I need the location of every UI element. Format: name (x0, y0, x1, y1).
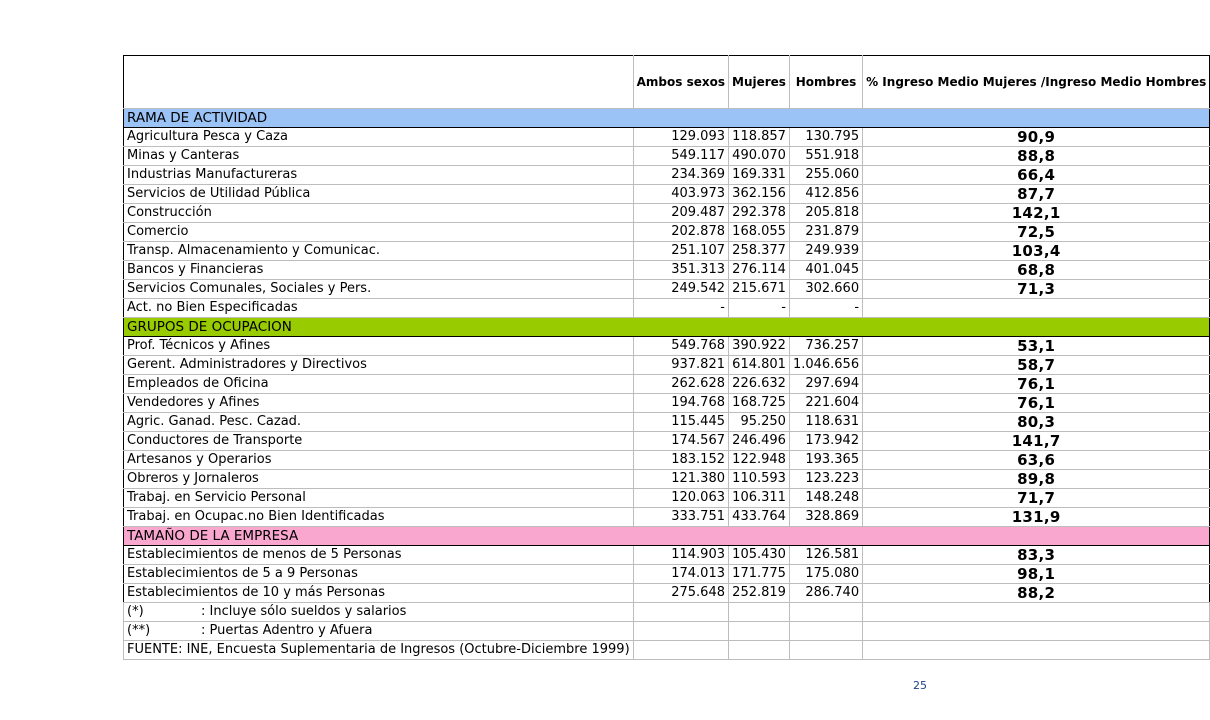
value-hombres: - (789, 299, 862, 318)
value-hombres: 231.879 (789, 223, 862, 242)
table-row (124, 166, 1210, 185)
table-row (124, 261, 1210, 280)
source-row (124, 641, 1210, 660)
header-row (124, 56, 1210, 109)
empty-cell (789, 622, 862, 641)
row-label: Agricultura Pesca y Caza (124, 128, 634, 147)
value-ambos: 114.903 (633, 546, 728, 565)
income-table (123, 55, 1210, 660)
value-hombres: 401.045 (789, 261, 862, 280)
value-hombres: 249.939 (789, 242, 862, 261)
empty-cell (789, 641, 862, 660)
empty-cell (789, 603, 862, 622)
value-ambos: 937.821 (633, 356, 728, 375)
value-pct: 88,2 (863, 584, 1210, 603)
value-hombres: 302.660 (789, 280, 862, 299)
empty-cell (729, 622, 790, 641)
table-row (124, 508, 1210, 527)
value-ambos: 262.628 (633, 375, 728, 394)
value-ambos: 234.369 (633, 166, 728, 185)
value-ambos: 121.380 (633, 470, 728, 489)
value-ambos: 202.878 (633, 223, 728, 242)
value-pct (863, 299, 1210, 318)
source-text: FUENTE: INE, Encuesta Suplementaria de Ingresos (Octubre-Diciembre 1999) (124, 641, 634, 660)
value-ambos: 174.013 (633, 565, 728, 584)
value-mujeres: 95.250 (729, 413, 790, 432)
table-row (124, 413, 1210, 432)
value-mujeres: 122.948 (729, 451, 790, 470)
value-pct: 141,7 (863, 432, 1210, 451)
section-title: GRUPOS DE OCUPACION (124, 318, 1210, 337)
table-row (124, 280, 1210, 299)
value-hombres: 175.080 (789, 565, 862, 584)
value-pct: 76,1 (863, 394, 1210, 413)
table-row (124, 185, 1210, 204)
table-row (124, 375, 1210, 394)
value-hombres: 118.631 (789, 413, 862, 432)
value-pct: 90,9 (863, 128, 1210, 147)
table-row (124, 204, 1210, 223)
value-pct: 103,4 (863, 242, 1210, 261)
row-label: Minas y Canteras (124, 147, 634, 166)
row-label: Empleados de Oficina (124, 375, 634, 394)
table-row (124, 147, 1210, 166)
value-ambos: 115.445 (633, 413, 728, 432)
note-mark: (*) (127, 604, 144, 619)
value-ambos: 251.107 (633, 242, 728, 261)
value-mujeres: 246.496 (729, 432, 790, 451)
value-pct: 58,7 (863, 356, 1210, 375)
value-ambos: 129.093 (633, 128, 728, 147)
value-ambos: 549.768 (633, 337, 728, 356)
page-number: 25 (913, 679, 927, 692)
value-mujeres: 252.819 (729, 584, 790, 603)
row-label: Vendedores y Afines (124, 394, 634, 413)
value-mujeres: 215.671 (729, 280, 790, 299)
table-row (124, 489, 1210, 508)
row-label: Construcción (124, 204, 634, 223)
row-label: Agric. Ganad. Pesc. Cazad. (124, 413, 634, 432)
value-ambos: 194.768 (633, 394, 728, 413)
value-pct: 53,1 (863, 337, 1210, 356)
header-label (124, 56, 634, 109)
value-ambos: 333.751 (633, 508, 728, 527)
value-pct: 87,7 (863, 185, 1210, 204)
value-ambos: - (633, 299, 728, 318)
value-mujeres: 490.070 (729, 147, 790, 166)
value-hombres: 412.856 (789, 185, 862, 204)
header-hombres: Hombres (789, 56, 862, 109)
row-label: Bancos y Financieras (124, 261, 634, 280)
row-label: Artesanos y Operarios (124, 451, 634, 470)
section-title: RAMA DE ACTIVIDAD (124, 109, 1210, 128)
header-ambos: Ambos sexos (633, 56, 728, 109)
empty-cell (633, 622, 728, 641)
value-hombres: 123.223 (789, 470, 862, 489)
value-hombres: 173.942 (789, 432, 862, 451)
value-pct: 131,9 (863, 508, 1210, 527)
value-mujeres: 433.764 (729, 508, 790, 527)
value-ambos: 275.648 (633, 584, 728, 603)
row-label: Trabaj. en Ocupac.no Bien Identificadas (124, 508, 634, 527)
value-ambos: 351.313 (633, 261, 728, 280)
value-hombres: 328.869 (789, 508, 862, 527)
value-mujeres: 168.725 (729, 394, 790, 413)
table-row (124, 451, 1210, 470)
value-mujeres: 118.857 (729, 128, 790, 147)
table-row (124, 356, 1210, 375)
empty-cell (863, 603, 1210, 622)
value-hombres: 297.694 (789, 375, 862, 394)
table-row (124, 470, 1210, 489)
value-ambos: 174.567 (633, 432, 728, 451)
header-mujeres: Mujeres (729, 56, 790, 109)
row-label: Establecimientos de menos de 5 Personas (124, 546, 634, 565)
value-hombres: 148.248 (789, 489, 862, 508)
row-label: Establecimientos de 5 a 9 Personas (124, 565, 634, 584)
value-hombres: 221.604 (789, 394, 862, 413)
value-mujeres: - (729, 299, 790, 318)
row-label: Comercio (124, 223, 634, 242)
table-row (124, 432, 1210, 451)
row-label: Transp. Almacenamiento y Comunicac. (124, 242, 634, 261)
value-mujeres: 292.378 (729, 204, 790, 223)
table-row (124, 223, 1210, 242)
note-row (124, 603, 1210, 622)
value-ambos: 120.063 (633, 489, 728, 508)
value-hombres: 255.060 (789, 166, 862, 185)
value-mujeres: 105.430 (729, 546, 790, 565)
empty-cell (729, 603, 790, 622)
value-mujeres: 106.311 (729, 489, 790, 508)
value-mujeres: 110.593 (729, 470, 790, 489)
value-pct: 89,8 (863, 470, 1210, 489)
value-mujeres: 171.775 (729, 565, 790, 584)
table-row (124, 584, 1210, 603)
table-row (124, 546, 1210, 565)
value-pct: 98,1 (863, 565, 1210, 584)
empty-cell (633, 603, 728, 622)
value-mujeres: 614.801 (729, 356, 790, 375)
empty-cell (863, 641, 1210, 660)
value-mujeres: 362.156 (729, 185, 790, 204)
value-hombres: 551.918 (789, 147, 862, 166)
note-row (124, 622, 1210, 641)
empty-cell (863, 622, 1210, 641)
value-mujeres: 168.055 (729, 223, 790, 242)
value-hombres: 130.795 (789, 128, 862, 147)
value-mujeres: 226.632 (729, 375, 790, 394)
value-pct: 80,3 (863, 413, 1210, 432)
note-mark: (**) (127, 623, 151, 638)
value-pct: 83,3 (863, 546, 1210, 565)
value-hombres: 286.740 (789, 584, 862, 603)
value-ambos: 249.542 (633, 280, 728, 299)
value-pct: 71,3 (863, 280, 1210, 299)
value-pct: 63,6 (863, 451, 1210, 470)
row-label: Prof. Técnicos y Afines (124, 337, 634, 356)
row-label: Conductores de Transporte (124, 432, 634, 451)
value-pct: 72,5 (863, 223, 1210, 242)
value-pct: 68,8 (863, 261, 1210, 280)
row-label: Act. no Bien Especificadas (124, 299, 634, 318)
value-hombres: 193.365 (789, 451, 862, 470)
value-hombres: 205.818 (789, 204, 862, 223)
value-mujeres: 169.331 (729, 166, 790, 185)
value-pct: 71,7 (863, 489, 1210, 508)
empty-cell (729, 641, 790, 660)
table-row (124, 242, 1210, 261)
value-ambos: 549.117 (633, 147, 728, 166)
header-pct: % Ingreso Medio Mujeres /Ingreso Medio Hombres (863, 56, 1210, 109)
value-hombres: 736.257 (789, 337, 862, 356)
section-header-row (124, 109, 1210, 128)
section-title: TAMAÑO DE LA EMPRESA (124, 527, 1210, 546)
value-hombres: 1.046.656 (789, 356, 862, 375)
note-cell (124, 622, 634, 641)
table-row (124, 394, 1210, 413)
value-pct: 76,1 (863, 375, 1210, 394)
table-row (124, 565, 1210, 584)
section-header-row (124, 318, 1210, 337)
row-label: Establecimientos de 10 y más Personas (124, 584, 634, 603)
value-pct: 142,1 (863, 204, 1210, 223)
section-header-row (124, 527, 1210, 546)
note-text: : Incluye sólo sueldos y salarios (201, 604, 407, 619)
note-text: : Puertas Adentro y Afuera (201, 623, 373, 638)
row-label: Industrias Manufactureras (124, 166, 634, 185)
row-label: Servicios Comunales, Sociales y Pers. (124, 280, 634, 299)
value-mujeres: 258.377 (729, 242, 790, 261)
table-body (124, 56, 1210, 660)
value-ambos: 209.487 (633, 204, 728, 223)
row-label: Servicios de Utilidad Pública (124, 185, 634, 204)
empty-cell (633, 641, 728, 660)
note-cell (124, 603, 634, 622)
table-row (124, 299, 1210, 318)
row-label: Trabaj. en Servicio Personal (124, 489, 634, 508)
value-ambos: 403.973 (633, 185, 728, 204)
value-pct: 88,8 (863, 147, 1210, 166)
value-hombres: 126.581 (789, 546, 862, 565)
value-mujeres: 390.922 (729, 337, 790, 356)
value-mujeres: 276.114 (729, 261, 790, 280)
row-label: Gerent. Administradores y Directivos (124, 356, 634, 375)
value-pct: 66,4 (863, 166, 1210, 185)
row-label: Obreros y Jornaleros (124, 470, 634, 489)
table-row (124, 337, 1210, 356)
value-ambos: 183.152 (633, 451, 728, 470)
table-row (124, 128, 1210, 147)
